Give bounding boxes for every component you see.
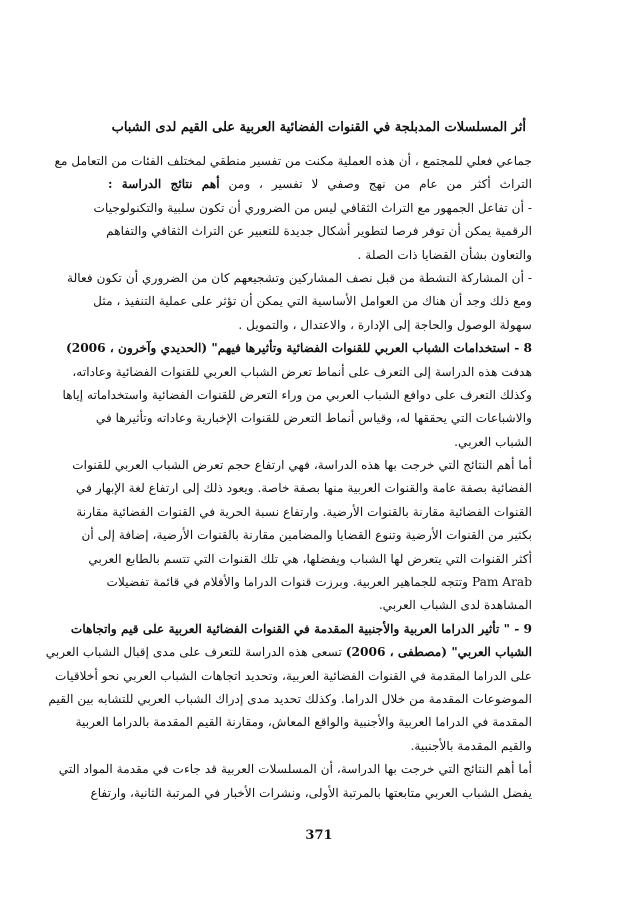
text-line: القنوات الفضائية مقارنة بالقنوات الأرضية. وارتفاع نسبة الحرية في القنوات الفضائية مقارنة	[76, 504, 532, 519]
text-line: المشاهدة لدى الشباب العربي.	[378, 598, 532, 613]
text-line: هدفت هذه الدراسة إلى التعرف على أنماط تعرض الشباب العربي للقنوات الفضائية وعاداته،	[72, 364, 532, 379]
text-line: الشباب العربي" (مصطفى ، 2006) تسعى هذه الدراسة للتعرف على مدى إقبال الشباب العربي	[45, 645, 532, 660]
text-line: - أن المشاركة النشطة من قبل نصف المشاركين وتشجيعهم كان من الضروري أن تكون فعالة	[67, 270, 532, 285]
text-line: Pam Arab وتتجه للجماهير العربية. وبرزت قنوات الدراما والأفلام في قائمة تفضيلات	[106, 575, 532, 590]
text-line: سهولة الوصول والحاجة إلى الإدارة ، والاعتدال ، والتمويل .	[238, 317, 532, 332]
text-line: بكثير من القنوات الأرضية وتنوع القضايا والمضامين مقارنة بالقنوات الأرضية، إضافة إلى أن	[81, 528, 532, 543]
text-line: الموضوعات المقدمة من خلال الدراما. وكذلك تحديد مدى إدراك الشباب العربي للتشابه بين القيم	[48, 691, 532, 706]
text-line: ومع ذلك وجد أن هناك من العوامل الأساسية التي يمكن أن تؤثر على عملية التنفيذ ، مثل	[93, 294, 532, 309]
text-line: والتعاون بشأن القضايا ذات الصلة .	[357, 247, 532, 262]
text-line: المقدمة في الدراما العربية والأجنبية والواقع المعاش، ومقارنة القيم المقدمة بالدراما العربية	[75, 715, 532, 730]
text-line: أما أهم النتائج التي خرجت بها هذه الدراسة، فهي ارتفاع حجم تعرض الشباب العربي للقنوات	[72, 458, 532, 473]
bold-phrase: أهم نتائج الدراسة :	[108, 177, 220, 192]
text-line: - أن تفاعل الجمهور مع التراث الثقافي ليس من الضروري أن تكون سلبية والتكنولوجيات	[93, 200, 532, 215]
text-line: والقيم المقدمة بالأجنبية.	[410, 738, 532, 753]
running-header-title: أثر المسلسلات المدبلجة في القنوات الفضائية العربية على القيم لدى الشباب	[111, 120, 526, 135]
text-line: التراث أكثر من عام من نهج وصفي لا تفسير ، ومن أهم نتائج الدراسة :	[108, 177, 532, 192]
text-line: أما أهم النتائج التي خرجت بها الدراسة، أن المسلسلات العربية قد جاءت في مقدمة المواد التي	[58, 762, 532, 777]
text-line: وكذلك التعرف على دوافع الشباب العربي من وراء التعرض للقنوات الفضائية واستخداماته إياها	[62, 387, 532, 402]
text-line: 8 - استخدامات الشباب العربي للقنوات الفضائية وتأثيرها فيهم" (الحديدي وآخرون ، 2006)	[65, 341, 532, 356]
bold-phrase: الشباب العربي" (مصطفى ، 2006)	[345, 645, 532, 660]
text-line: والاشباعات التي يحققها له، وقياس أنماط التعرض للقنوات الإخبارية وعاداته وتأثيرها في	[95, 411, 532, 426]
text-line: جماعي فعلي للمجتمع ، أن هذه العملية مكنت من تفسير منطقي لمختلف الفئات من التعامل مع	[54, 154, 532, 168]
page-number: 371	[305, 828, 333, 843]
text-line: الفضائية بصفة عامة والقنوات العربية منها بصفة خاصة. ويعود ذلك إلى ارتفاع لغة الإبهار في	[75, 481, 532, 496]
body-text	[45, 150, 532, 805]
text-line: الرقمية يمكن أن توفر فرصا لتطوير أشكال جديدة للتعبير عن التراث الثقافي والتفاهم	[106, 224, 532, 239]
text-line: على الدراما المقدمة في القنوات الفضائية العربية، وتحديد اتجاهات الشباب العربي نحو أخلاقيات	[54, 668, 532, 683]
text-line: 9 - " تأثير الدراما العربية والأجنبية المقدمة في القنوات الفضائية العربية على قيم واتجاهات	[70, 621, 532, 636]
text-line: أكثر القنوات التي يتعرض لها الشباب ويفضلها، هي تلك القنوات التي تتسم بالطابع العربي	[88, 551, 532, 566]
text-line: يفضل الشباب العربي متابعتها بالمرتبة الأولى، ونشرات الأخبار في المرتبة الثانية، وارتفاع	[90, 785, 532, 800]
text-line: الشباب العربي.	[454, 434, 532, 449]
